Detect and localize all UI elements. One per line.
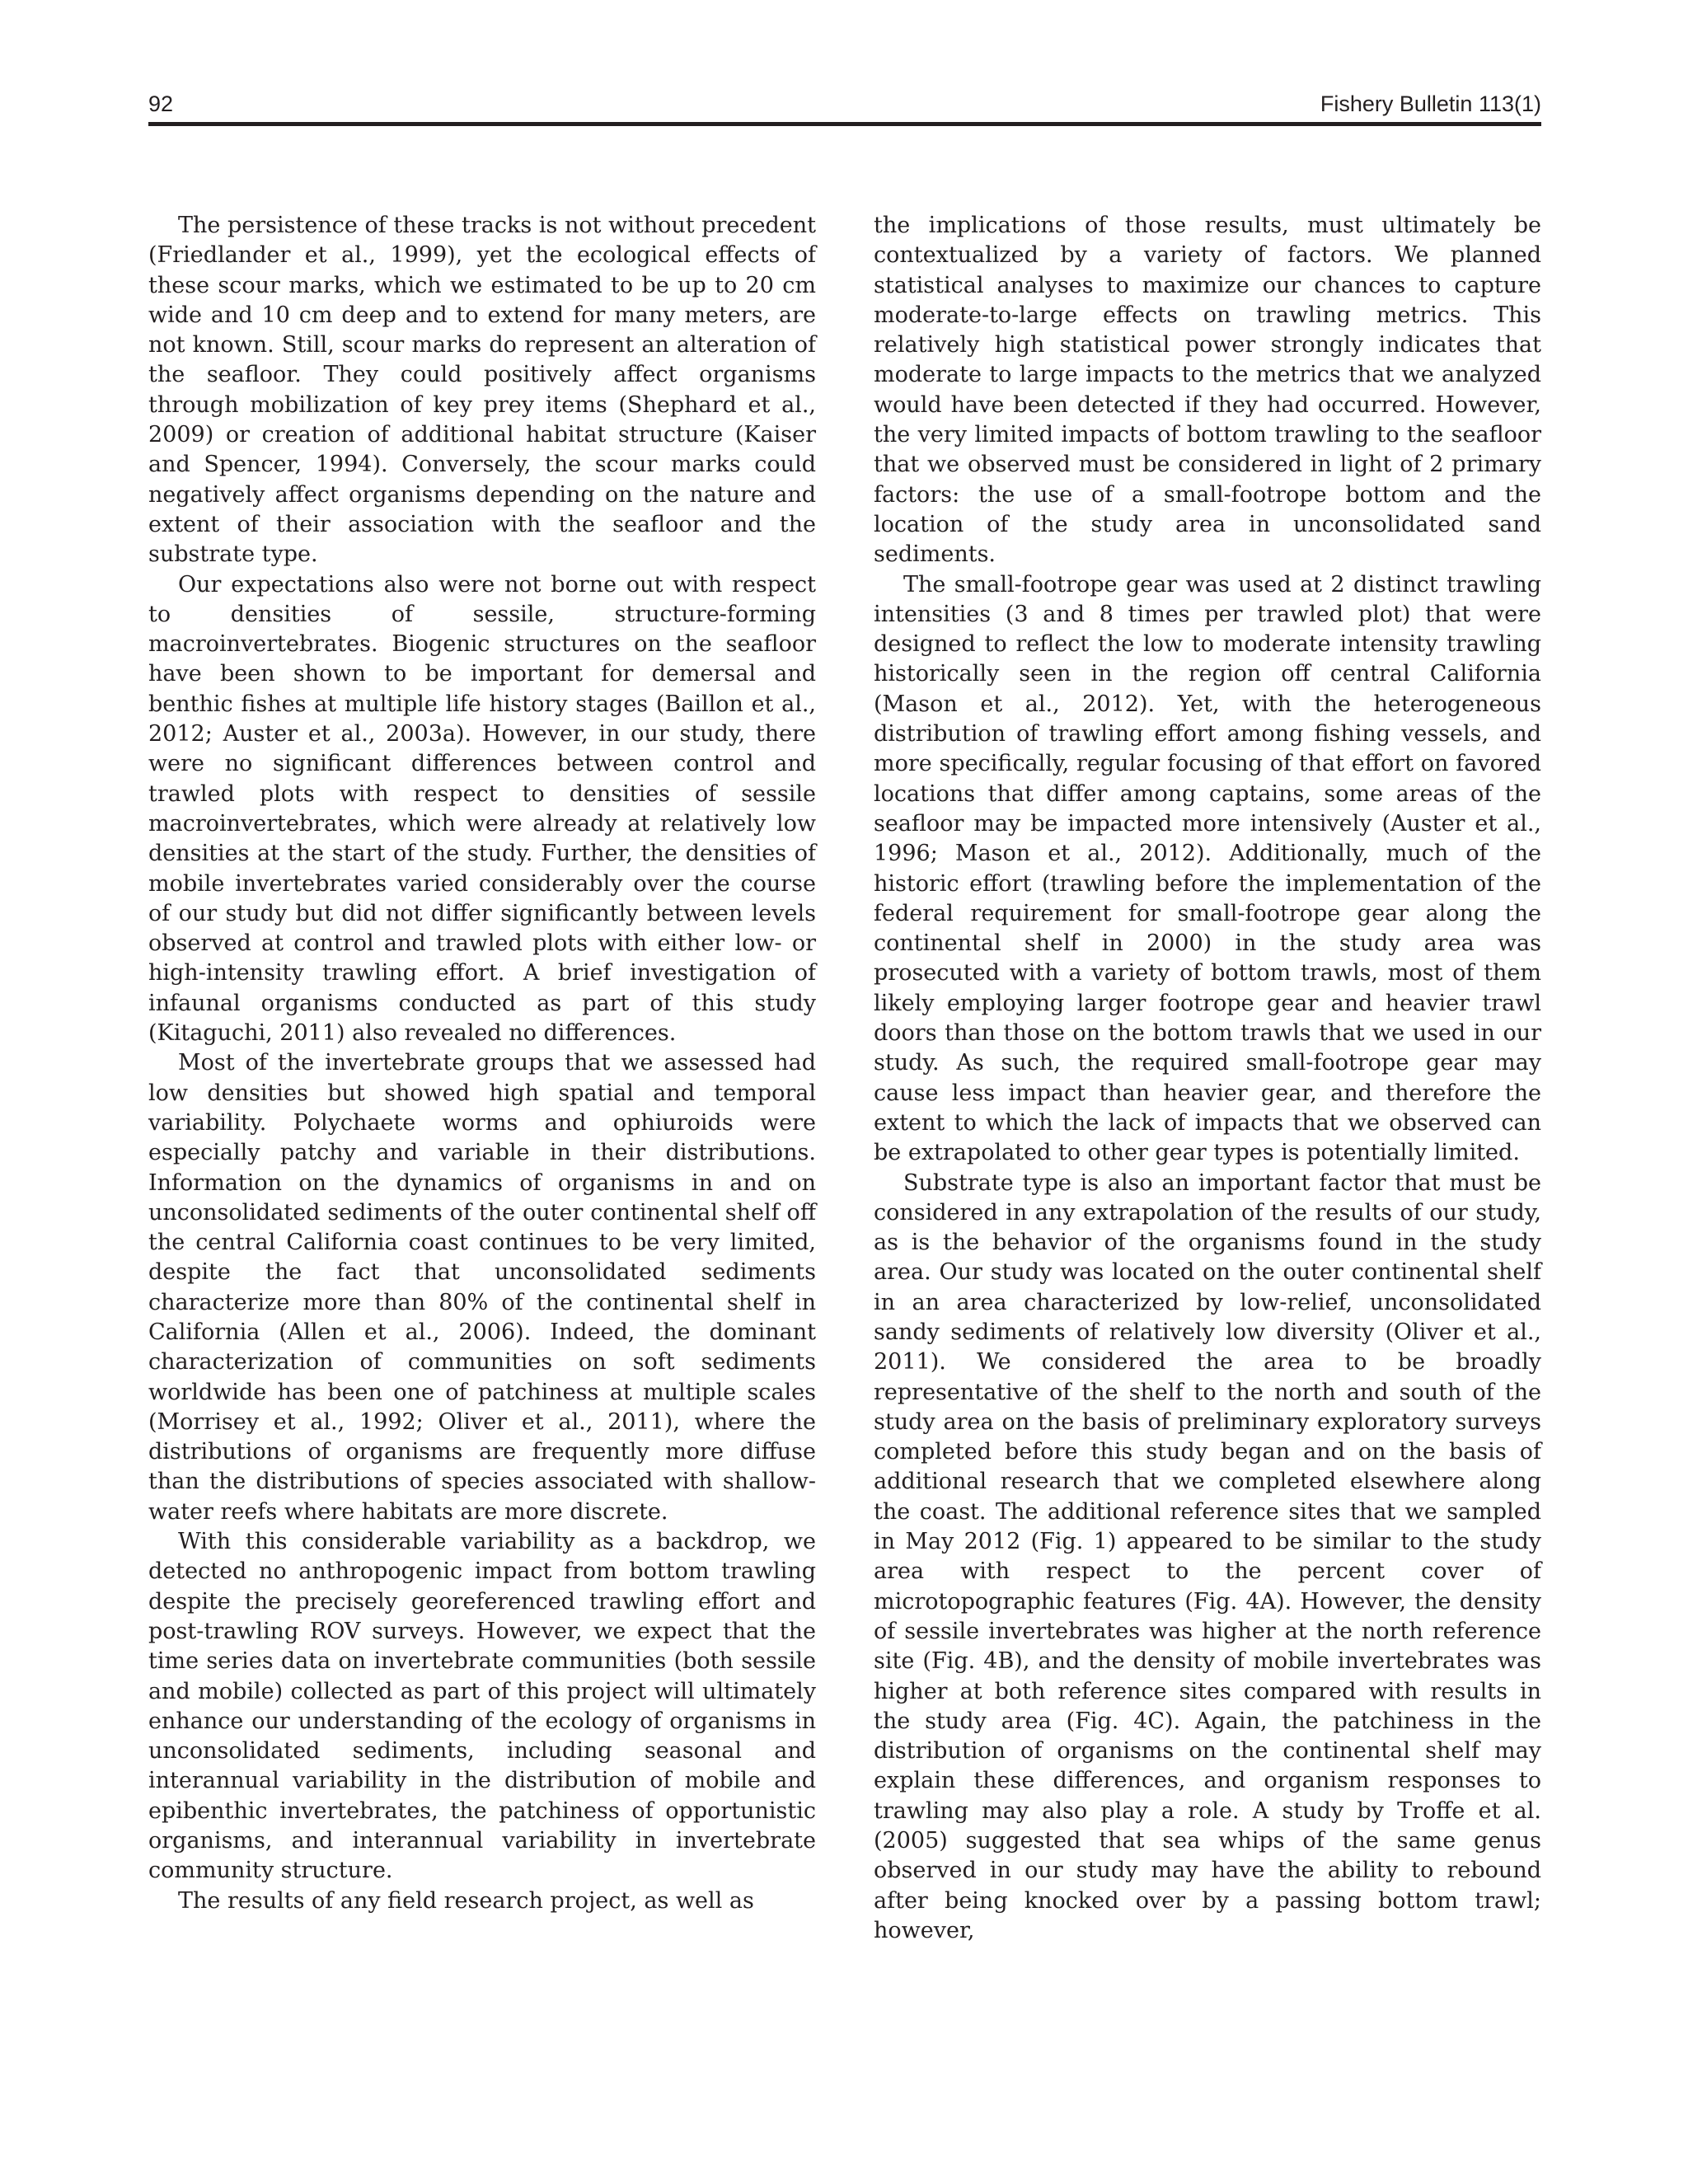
paragraph: The results of any field research project, as well as (178, 1887, 754, 1914)
paragraph: Substrate type is also an important factor that must be considered in any extrapolation of the results of our study, as is the behavior of the organisms found in the study area. Our study was located on the outer continental shelf in an area characterized by low-relief, unconsolidated sandy sediments of relatively low diversity (Oliver et al., 2011). We considered the area to be broadly representative of the shelf to the north and south of the study area on the basis of preliminary exploratory surveys completed before this study began and on the basis of additional research that we completed elsewhere along the coast. The additional reference sites that we sampled in May 2012 (Fig. 1) appeared to be similar to the study area with respect to the percent cover of microtopographic features (Fig. 4A). However, the density of sessile invertebrates was higher at the north reference site (Fig. 4B), and the density of mobile invertebrates was higher at both reference sites compared with results in the study area (Fig. 4C). Again, the patchiness in the distribution of organisms on the continental shelf may explain these differences, and organism responses to trawling may also play a role. A study by Troffe et al. (2005) suggested that sea whips of the same genus observed in our study may have the ability to rebound after being knocked over by a passing bottom trawl; however, (874, 1169, 1541, 1943)
right-column (874, 211, 1541, 1946)
header-rule (148, 122, 1541, 126)
page-number: 92 (148, 91, 174, 116)
paragraph: With this considerable variability as a backdrop, we detected no anthropogenic impact from bottom trawling despite the precisely georeferenced trawling effort and post-trawling ROV surveys. However, we expect that the time series data on invertebrate communities (both sessile and mobile) collected as part of this project will ultimately enhance our understanding of the ecology of organisms in unconsolidated sediments, including seasonal and interannual variability in the distribution of mobile and epibenthic invertebrates, the patchiness of opportunistic organisms, and interannual variability in invertebrate community structure. (148, 1529, 816, 1884)
paragraph: The small-footrope gear was used at 2 distinct trawling intensities (3 and 8 times per trawled plot) that were designed to reflect the low to moderate intensity trawling historically seen in the region off central California (Mason et al., 2012). Yet, with the heterogeneous distribution of trawling effort among fishing vessels, and more specifically, regular focusing of that effort on favored locations that differ among captains, some areas of the seafloor may be impacted more intensively (Auster et al., 1996; Mason et al., 2012). Additionally, much of the historic effort (trawling before the implementation of the federal requirement for small-footrope gear along the continental shelf in 2000) in the study area was prosecuted with a variety of bottom trawls, most of them likely employing larger footrope gear and heavier trawl doors than those on the bottom trawls that we used in our study. As such, the required small-footrope gear may cause less impact than heavier gear, and therefore the extent to which the lack of impacts that we observed can be extrapolated to other gear types is potentially limited. (874, 571, 1541, 1166)
paragraph: Our expectations also were not borne out with respect to densities of sessile, structure-forming macroinvertebrates. Biogenic structures on the seafloor have been shown to be important for demersal and benthic fishes at multiple life history stages (Baillon et al., 2012; Auster et al., 2003a). However, in our study, there were no significant differences between control and trawled plots with respect to densities of sessile macroinvertebrates, which were already at relatively low densities at the start of the study. Further, the densities of mobile invertebrates varied considerably over the course of our study but did not differ significantly between levels observed at control and trawled plots with either low- or high-intensity trawling effort. A brief investigation of infaunal organisms conducted as part of this study (Kitaguchi, 2011) also revealed no differences. (148, 571, 816, 1047)
journal-name: Fishery Bulletin 113(1) (1320, 91, 1541, 116)
paragraph-continued: the implications of those results, must ultimately be contextualized by a variety of factors. We planned statistical analyses to maximize our chances to capture moderate-to-large effects on trawling metrics. This relatively high statistical power strongly indicates that moderate to large impacts to the metrics that we analyzed would have been detected if they had occurred. However, the very limited impacts of bottom trawling to the seafloor that we observed must be considered in light of 2 primary factors: the use of a small-footrope bottom and the location of the study area in unconsolidated sand sediments. (874, 213, 1541, 568)
page-header (148, 82, 1541, 124)
left-column (148, 211, 816, 1916)
paragraph: The persistence of these tracks is not without precedent (Friedlander et al., 1999), yet the ecological effects of these scour marks, which we estimated to be up to 20 cm wide and 10 cm deep and to extend for many meters, are not known. Still, scour marks do represent an alteration of the seafloor. They could positively affect organisms through mobilization of key prey items (Shephard et al., 2009) or creation of additional habitat structure (Kaiser and Spencer, 1994). Conversely, the scour marks could negatively affect organisms depending on the nature and extent of their association with the seafloor and the substrate type. (148, 213, 816, 568)
paragraph: Most of the invertebrate groups that we assessed had low densities but showed high spatial and temporal variability. Polychaete worms and ophiuroids were especially patchy and variable in their distributions. Information on the dynamics of organisms in and on unconsolidated sediments of the outer continental shelf off the central California coast continues to be very limited, despite the fact that unconsolidated sediments characterize more than 80% of the continental shelf in California (Allen et al., 2006). Indeed, the dominant characterization of communities on soft sediments worldwide has been one of patchiness at multiple scales (Morrisey et al., 1992; Oliver et al., 2011), where the distributions of organisms are frequently more diffuse than the distributions of species associated with shallow-water reefs where habitats are more discrete. (148, 1050, 816, 1525)
